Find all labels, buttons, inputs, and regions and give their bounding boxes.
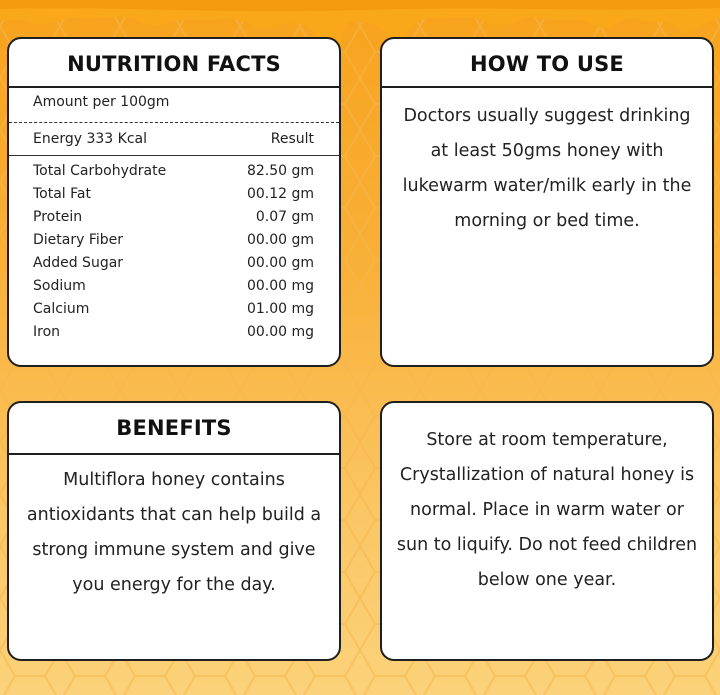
how-to-use-title: HOW TO USE xyxy=(382,39,712,88)
nutrient-row xyxy=(9,160,339,183)
nutrient-row xyxy=(9,298,339,321)
nutrient-row xyxy=(9,252,339,275)
nutrient-row xyxy=(9,183,339,206)
nutrient-value: 00.00 mg xyxy=(246,324,314,340)
result-label: Result xyxy=(270,131,314,147)
nutrient-name: Calcium xyxy=(33,301,90,317)
how-to-use-text: Doctors usually suggest drinking at least 50gms honey with lukewarm water/milk early in the morning or bed time. xyxy=(402,106,692,231)
nutrient-name: Dietary Fiber xyxy=(33,232,124,248)
nutrient-value: 00.00 mg xyxy=(246,278,314,294)
nutrient-row xyxy=(9,229,339,252)
nutrient-value: 0.07 gm xyxy=(255,209,314,225)
amount-per-label: Amount per 100gm xyxy=(33,94,170,110)
storage-text: Store at room temperature, Crystallization of natural honey is normal. Place in warm water or sun to liquify. Do not feed children below one year. xyxy=(396,430,698,590)
nutrient-value: 00.12 gm xyxy=(246,186,314,202)
nutrient-list xyxy=(9,156,339,344)
nutrient-value: 01.00 mg xyxy=(246,301,314,317)
nutrient-name: Total Carbohydrate xyxy=(33,163,167,179)
benefits-card xyxy=(7,401,341,661)
nutrient-name: Iron xyxy=(33,324,61,340)
nutrient-name: Added Sugar xyxy=(33,255,124,271)
how-to-use-card xyxy=(380,37,714,367)
nutrition-facts-title: NUTRITION FACTS xyxy=(9,39,339,88)
nutrient-name: Total Fat xyxy=(33,186,91,202)
nutrition-facts-card xyxy=(7,37,341,367)
benefits-title: BENEFITS xyxy=(9,403,339,455)
benefits-text: Multiflora honey contains antioxidants that can help build a strong immune system and give you energy for the day. xyxy=(26,470,322,595)
energy-label: Energy 333 Kcal xyxy=(33,131,147,147)
energy-row xyxy=(9,123,339,156)
nutrient-value: 82.50 gm xyxy=(246,163,314,179)
nutrient-value: 00.00 gm xyxy=(246,255,314,271)
nutrient-name: Protein xyxy=(33,209,83,225)
nutrient-row xyxy=(9,275,339,298)
nutrient-row xyxy=(9,206,339,229)
nutrient-row xyxy=(9,321,339,344)
storage-card xyxy=(380,401,714,661)
nutrient-name: Sodium xyxy=(33,278,86,294)
nutrient-value: 00.00 gm xyxy=(246,232,314,248)
